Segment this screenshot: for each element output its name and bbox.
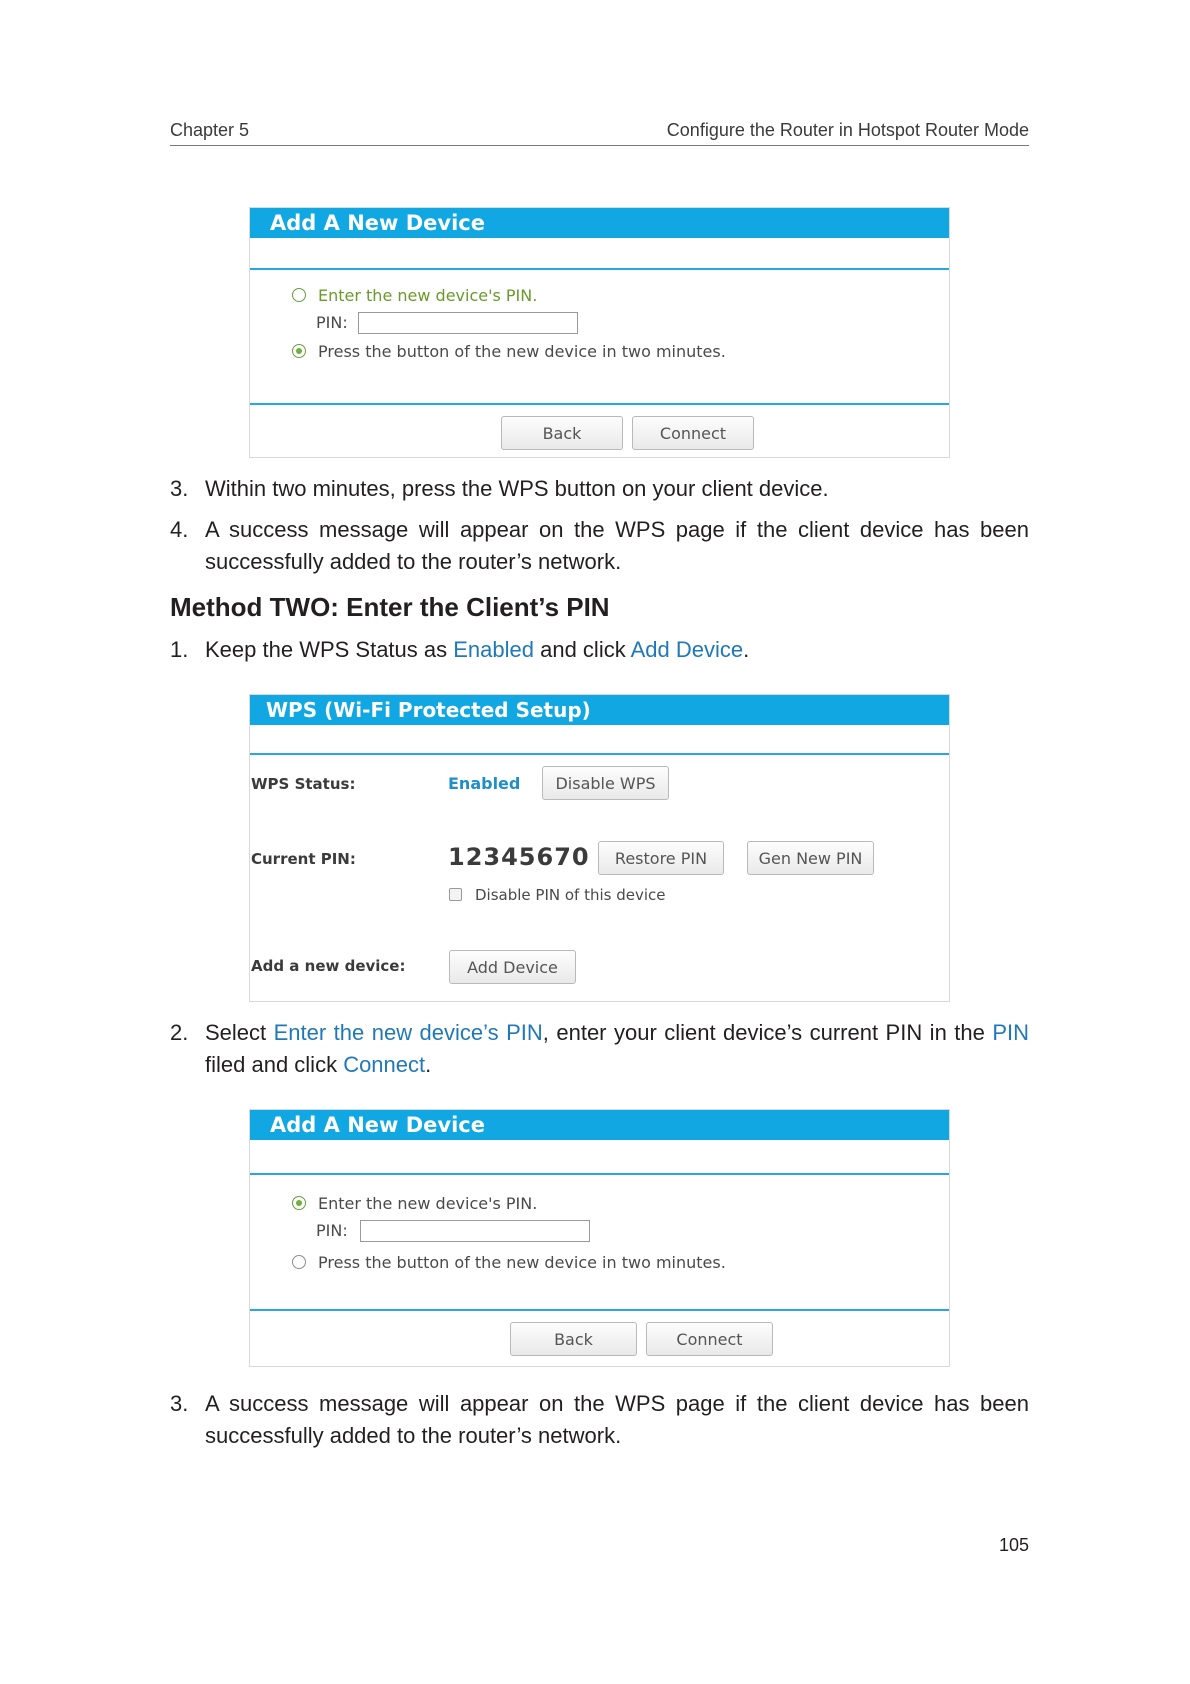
chapter-label: Chapter 5 <box>170 120 250 140</box>
step-item <box>170 634 1029 668</box>
divider <box>250 1309 949 1311</box>
step-item <box>170 1388 1029 1454</box>
radio-enter-pin[interactable] <box>292 288 306 302</box>
highlight-pin: PIN <box>992 1020 1030 1045</box>
wps-status-label: WPS Status: <box>251 775 356 793</box>
wps-panel <box>249 694 950 1002</box>
divider <box>250 753 949 755</box>
pin-input[interactable] <box>360 1220 590 1242</box>
pin-label: PIN: <box>316 313 348 332</box>
radio-push-button-label: Press the button of the new device in two minutes. <box>318 1253 726 1272</box>
add-new-device-label: Add a new device: <box>251 957 406 975</box>
connect-button[interactable]: Connect <box>646 1322 773 1356</box>
section-title: Configure the Router in Hotspot Router Mode <box>666 120 1029 140</box>
current-pin-value: 12345670 <box>448 843 590 871</box>
radio-push-button-label: Press the button of the new device in two minutes. <box>318 342 726 361</box>
add-device-panel-1 <box>249 207 950 458</box>
page-number: 105 <box>998 1535 1029 1555</box>
back-button[interactable]: Back <box>501 416 623 450</box>
step-number: 1. <box>170 637 189 662</box>
highlight-enabled: Enabled <box>453 637 534 662</box>
radio-enter-pin-label: Enter the new device's PIN. <box>318 286 538 305</box>
text-run: Select <box>205 1020 274 1045</box>
divider <box>250 268 949 270</box>
current-pin-label: Current PIN: <box>251 850 356 868</box>
disable-pin-label: Disable PIN of this device <box>475 886 666 904</box>
step-item <box>170 473 1029 507</box>
restore-pin-button[interactable]: Restore PIN <box>598 841 724 875</box>
radio-push-button[interactable] <box>292 1255 306 1269</box>
highlight-add-device: Add Device <box>630 637 744 662</box>
pin-label: PIN: <box>316 1221 348 1240</box>
text-run: Keep the WPS Status as <box>205 637 454 662</box>
text-run: filed and click <box>205 1052 344 1077</box>
step-text <box>205 634 1029 666</box>
radio-enter-pin[interactable] <box>292 1196 306 1210</box>
disable-wps-button[interactable]: Disable WPS <box>542 766 669 800</box>
header-divider <box>170 145 1029 146</box>
highlight-enter-pin: Enter the new device’s PIN <box>273 1020 543 1045</box>
wps-status-value: Enabled <box>448 774 521 793</box>
gen-new-pin-button[interactable]: Gen New PIN <box>747 841 874 875</box>
step-text: A success message will appear on the WPS page if the client device has been successfully added to the router’s network. <box>205 517 1029 574</box>
divider <box>250 403 949 405</box>
step-item <box>170 514 1029 580</box>
panel-title: Add A New Device <box>250 208 949 238</box>
panel-title: WPS (Wi-Fi Protected Setup) <box>250 695 949 725</box>
divider <box>250 1173 949 1175</box>
pin-input[interactable] <box>358 312 578 334</box>
step-item <box>170 1017 1029 1083</box>
step-number: 3. <box>170 1391 189 1416</box>
step-text <box>205 1017 1029 1081</box>
add-device-panel-2 <box>249 1109 950 1367</box>
step-number: 3. <box>170 476 189 501</box>
text-run: . <box>425 1052 432 1077</box>
add-device-button[interactable]: Add Device <box>449 950 576 984</box>
step-text: Within two minutes, press the WPS button on your client device. <box>205 476 829 501</box>
radio-push-button[interactable] <box>292 344 306 358</box>
radio-enter-pin-label: Enter the new device's PIN. <box>318 1194 538 1213</box>
method-heading: Method TWO: Enter the Client’s PIN <box>170 592 610 622</box>
step-number: 4. <box>170 517 189 542</box>
text-run: , enter your client device’s current PIN in the <box>542 1020 993 1045</box>
text-run: . <box>743 637 750 662</box>
connect-button[interactable]: Connect <box>632 416 754 450</box>
step-text: A success message will appear on the WPS page if the client device has been successfully added to the router’s network. <box>205 1391 1029 1448</box>
back-button[interactable]: Back <box>510 1322 637 1356</box>
disable-pin-checkbox[interactable] <box>449 888 462 901</box>
panel-title: Add A New Device <box>250 1110 949 1140</box>
step-number: 2. <box>170 1020 189 1045</box>
highlight-connect: Connect <box>343 1052 426 1077</box>
text-run: and click <box>534 637 631 662</box>
